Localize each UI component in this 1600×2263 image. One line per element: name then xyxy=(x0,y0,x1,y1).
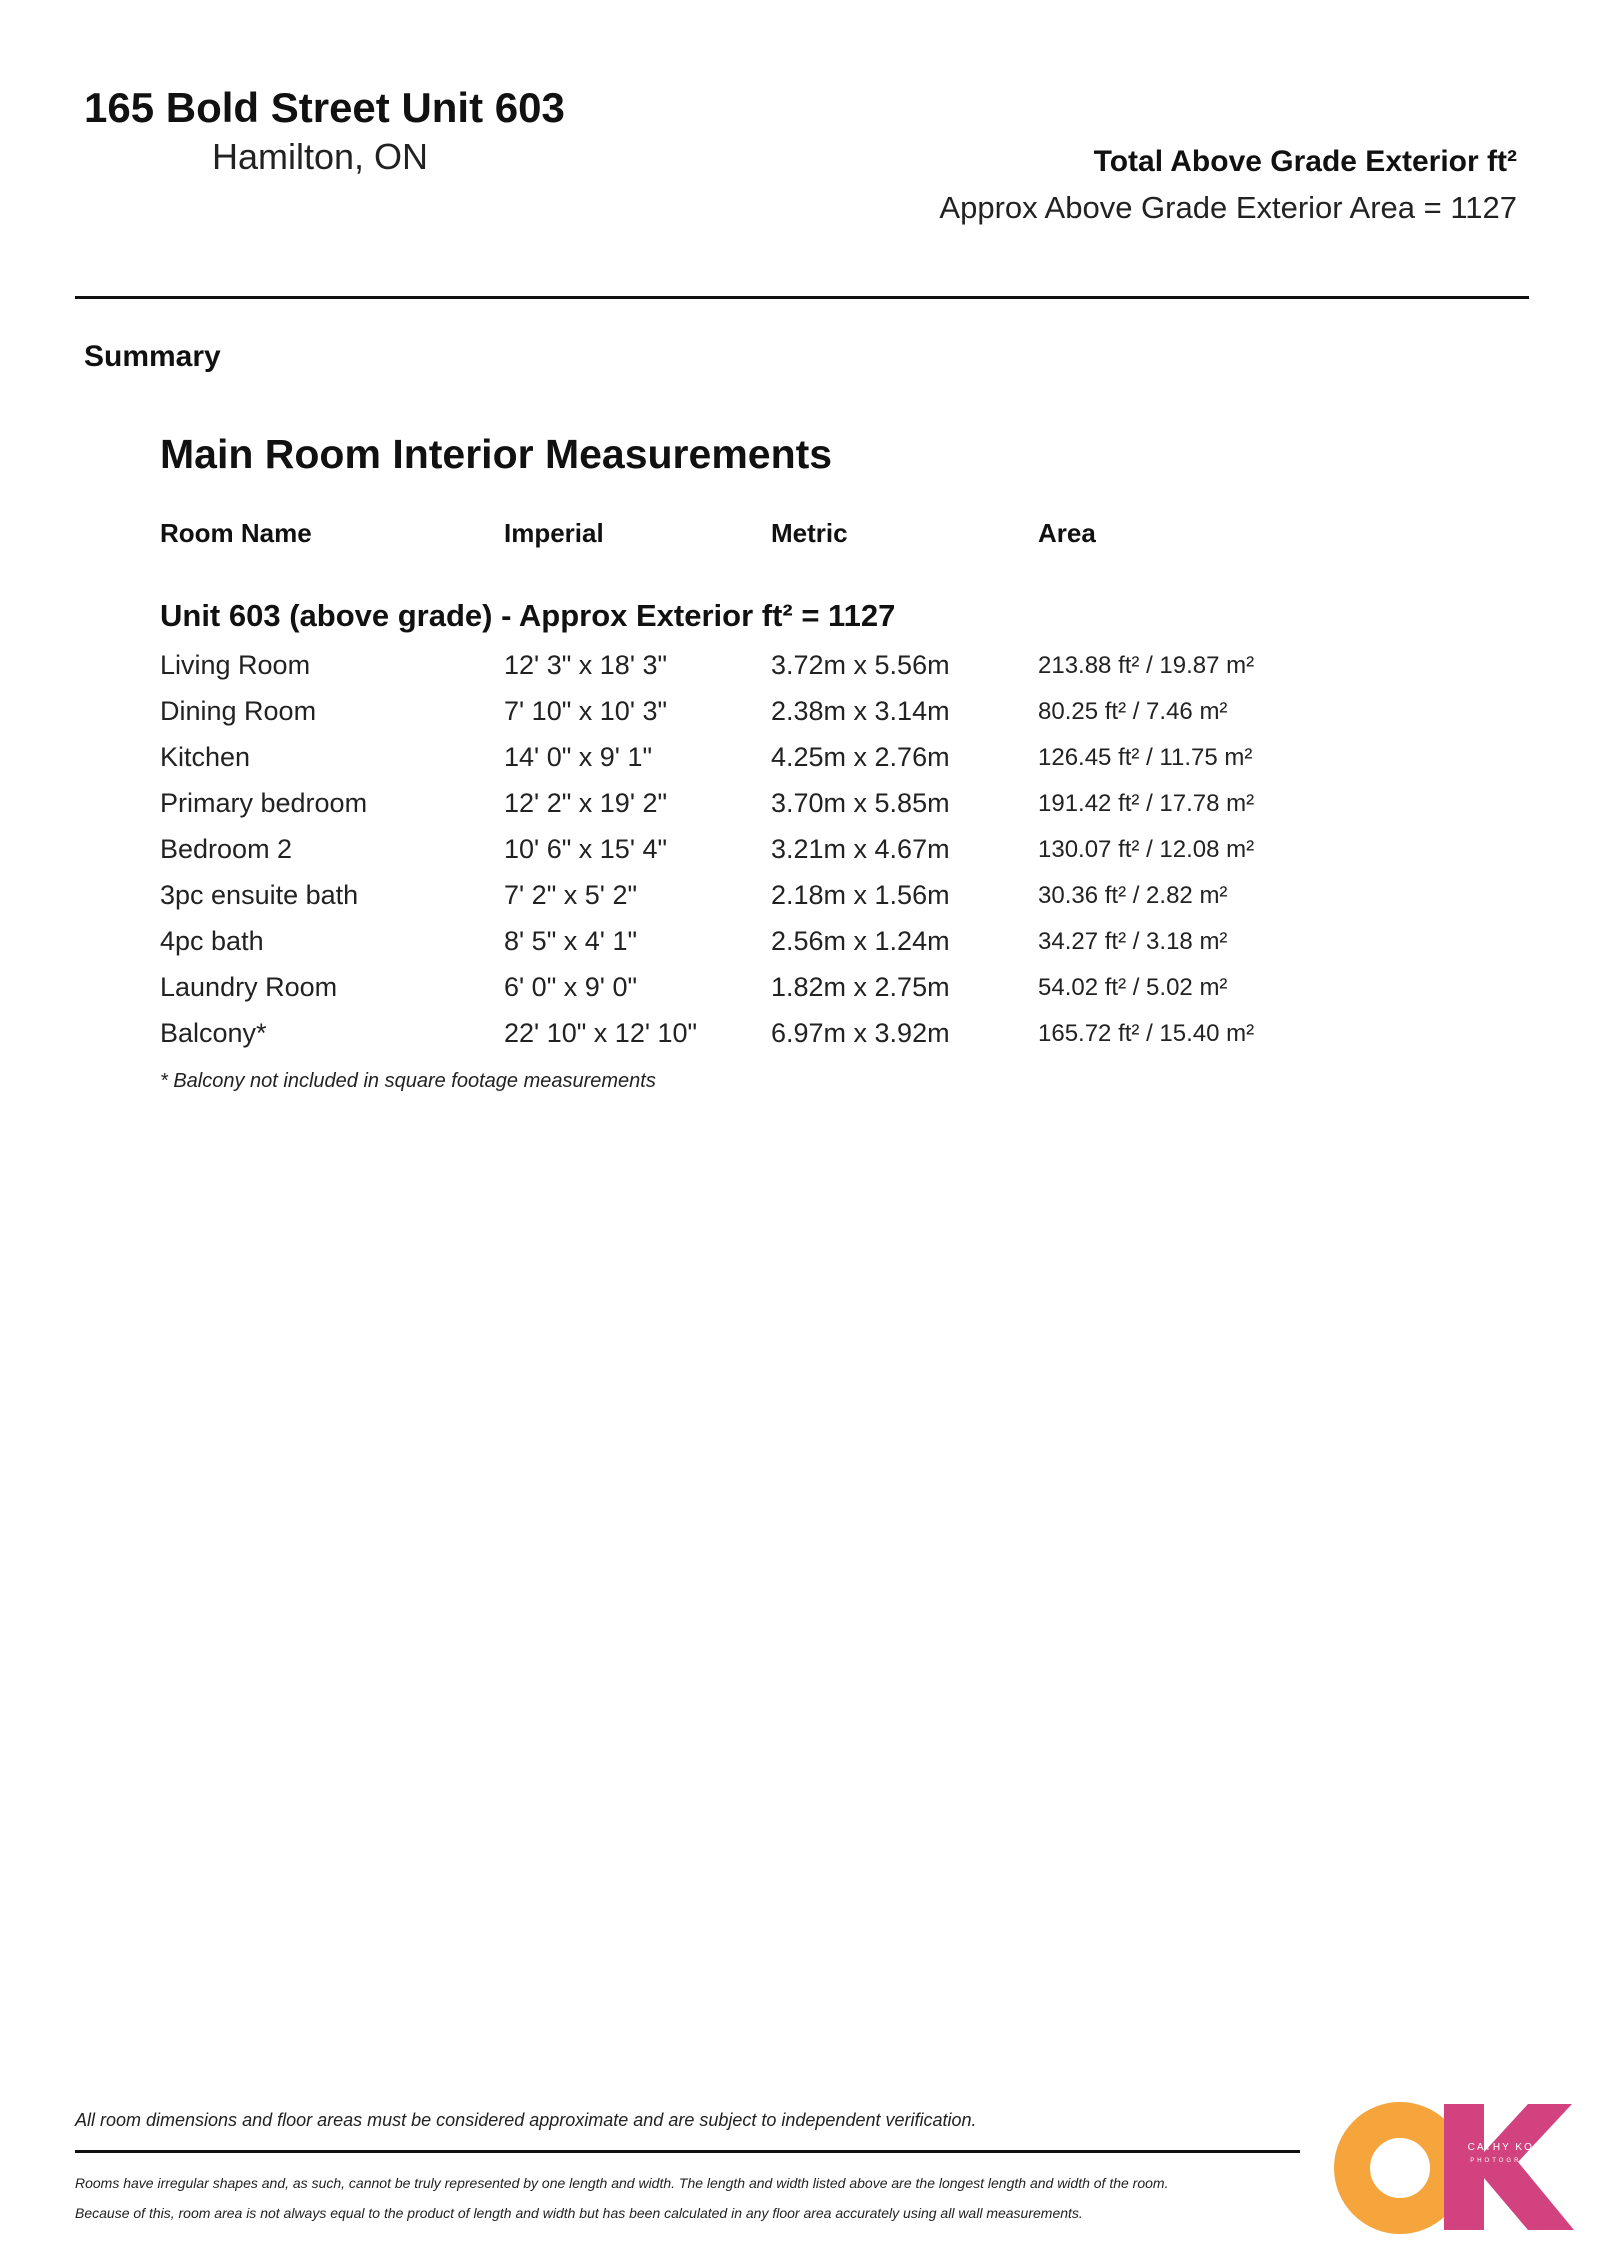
room-imperial: 7' 10" x 10' 3" xyxy=(504,696,668,726)
room-area: 30.36 ft² / 2.82 m² xyxy=(1038,882,1228,909)
column-header-metric: Metric xyxy=(771,518,848,548)
room-name: Kitchen xyxy=(160,742,251,772)
room-table xyxy=(160,650,1360,1064)
table-row xyxy=(160,788,1360,834)
column-header-room-name: Room Name xyxy=(160,518,312,548)
table-row xyxy=(160,742,1360,788)
room-area: 165.72 ft² / 15.40 m² xyxy=(1038,1020,1255,1047)
total-area-value: Approx Above Grade Exterior Area = 1127 xyxy=(939,190,1517,225)
column-header-imperial: Imperial xyxy=(504,518,604,548)
room-area: 191.42 ft² / 17.78 m² xyxy=(1038,790,1255,817)
room-area: 34.27 ft² / 3.18 m² xyxy=(1038,928,1228,955)
company-logo xyxy=(1332,2090,1582,2240)
dimensions-disclaimer: All room dimensions and floor areas must be considered approximate and are subject to independent verification. xyxy=(75,2110,977,2130)
property-city: Hamilton, ON xyxy=(212,136,429,177)
room-metric: 3.70m x 5.85m xyxy=(771,788,950,818)
room-area: 54.02 ft² / 5.02 m² xyxy=(1038,974,1228,1001)
footer-divider xyxy=(75,2150,1300,2153)
balcony-footnote: * Balcony not included in square footage measurements xyxy=(160,1070,656,1092)
ok-logo-mark xyxy=(1332,2090,1582,2240)
room-metric: 2.18m x 1.56m xyxy=(771,880,950,910)
logo-k-letter xyxy=(1444,2104,1574,2230)
room-imperial: 10' 6" x 15' 4" xyxy=(504,834,668,864)
room-area: 130.07 ft² / 12.08 m² xyxy=(1038,836,1255,863)
room-metric: 1.82m x 2.75m xyxy=(771,972,950,1002)
room-name: Balcony* xyxy=(160,1018,267,1048)
room-area: 80.25 ft² / 7.46 m² xyxy=(1038,698,1228,725)
room-imperial: 6' 0" x 9' 0" xyxy=(504,972,638,1002)
room-metric: 2.56m x 1.24m xyxy=(771,926,950,956)
room-name: Laundry Room xyxy=(160,972,338,1002)
room-metric: 4.25m x 2.76m xyxy=(771,742,950,772)
column-header-area: Area xyxy=(1038,518,1096,548)
room-metric: 3.21m x 4.67m xyxy=(771,834,950,864)
logo-text-line2: PHOTOGRAPHY xyxy=(1470,2158,1550,2164)
room-name: Primary bedroom xyxy=(160,788,368,818)
room-name: 4pc bath xyxy=(160,926,264,956)
room-name: Living Room xyxy=(160,650,311,680)
table-row xyxy=(160,926,1360,972)
room-metric: 3.72m x 5.56m xyxy=(771,650,950,680)
room-imperial: 22' 10" x 12' 10" xyxy=(504,1018,698,1048)
room-metric: 6.97m x 3.92m xyxy=(771,1018,950,1048)
table-row xyxy=(160,880,1360,926)
room-area: 213.88 ft² / 19.87 m² xyxy=(1038,652,1255,679)
room-imperial: 14' 0" x 9' 1" xyxy=(504,742,653,772)
room-area: 126.45 ft² / 11.75 m² xyxy=(1038,744,1253,771)
table-row xyxy=(160,1018,1360,1064)
header-divider xyxy=(75,296,1529,299)
unit-group-title: Unit 603 (above grade) - Approx Exterior ft² = 1127 xyxy=(160,598,896,633)
table-row xyxy=(160,650,1360,696)
room-imperial: 8' 5" x 4' 1" xyxy=(504,926,638,956)
room-imperial: 7' 2" x 5' 2" xyxy=(504,880,638,910)
room-imperial: 12' 3" x 18' 3" xyxy=(504,650,668,680)
fine-print-line-2: Because of this, room area is not always equal to the product of length and width but has been calculated in any floor area accurately using all wall measurements. xyxy=(75,2205,1083,2221)
table-row xyxy=(160,972,1360,1018)
logo-text-line1: CATHY KOOP xyxy=(1467,2142,1553,2153)
logo-o-ring xyxy=(1352,2120,1448,2216)
table-row xyxy=(160,696,1360,742)
room-name: Bedroom 2 xyxy=(160,834,293,864)
room-name: 3pc ensuite bath xyxy=(160,880,359,910)
table-row xyxy=(160,834,1360,880)
summary-label: Summary xyxy=(84,340,221,373)
property-address: 165 Bold Street Unit 603 xyxy=(84,84,565,131)
room-name: Dining Room xyxy=(160,696,317,726)
section-title: Main Room Interior Measurements xyxy=(160,431,833,477)
fine-print-line-1: Rooms have irregular shapes and, as such, cannot be truly represented by one length and width. The length and width listed above are the longest length and width of the room. xyxy=(75,2175,1169,2191)
room-metric: 2.38m x 3.14m xyxy=(771,696,950,726)
total-area-heading: Total Above Grade Exterior ft² xyxy=(1093,145,1517,178)
room-imperial: 12' 2" x 19' 2" xyxy=(504,788,668,818)
